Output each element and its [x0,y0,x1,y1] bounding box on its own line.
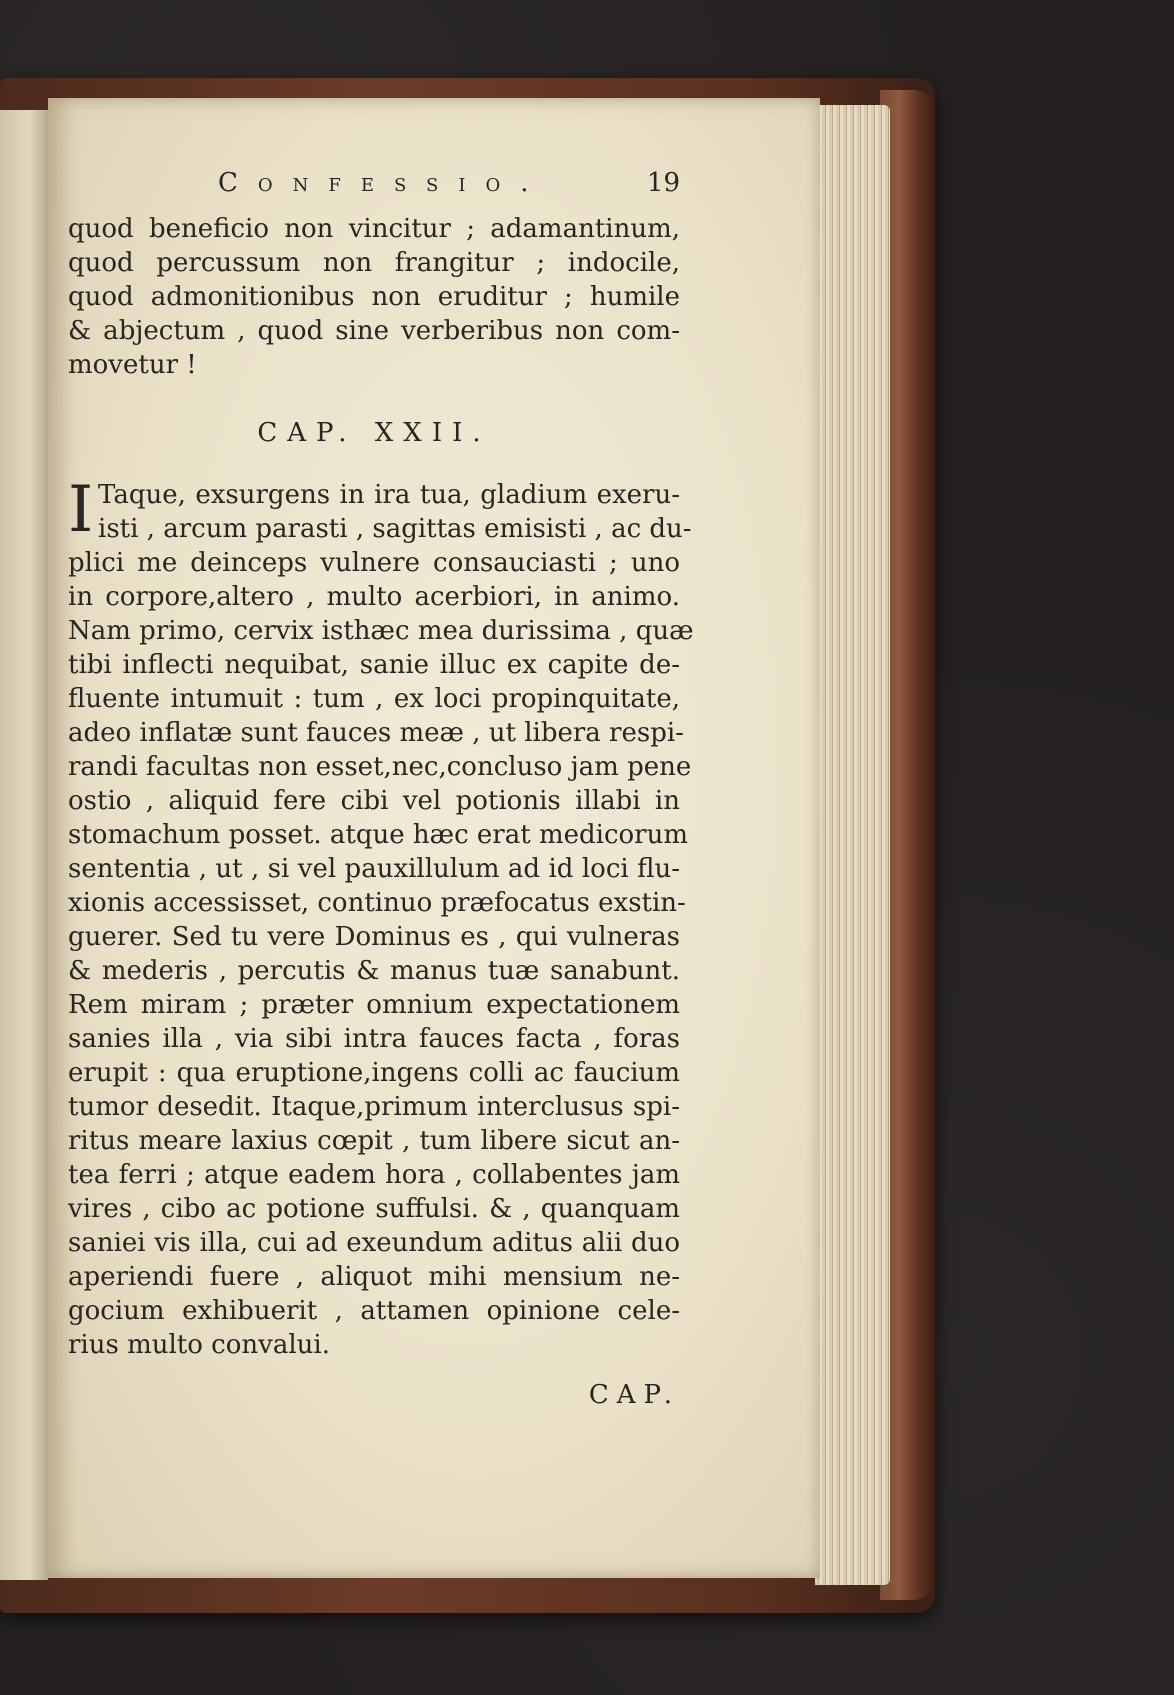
text-line: ritus meare laxius cœpit , tum libere sicut an- [68,1126,680,1156]
text-line: & mederis , percutis & manus tuæ sanabunt. [68,956,680,986]
text-line: randi facultas non esset,nec,concluso jam pene [68,752,692,782]
text-line: erupit : qua eruptione,ingens colli ac faucium [68,1058,680,1088]
text-line: movetur ! [68,350,197,380]
text-line: isti , arcum parasti , sagittas emisisti , ac du- [98,514,692,544]
text-line: quod percussum non frangitur ; indocile, [68,248,680,278]
text-line: saniei vis illa, cui ad exeundum aditus alii duo [68,1228,680,1258]
text-line: quod beneficio non vincitur ; adamantinum, [68,214,680,244]
text-line: & abjectum , quod sine verberibus non com- [68,316,680,346]
running-head-title: Confessio. [218,168,549,198]
text-line: Nam primo, cervix isthæc mea durissima , quæ [68,616,694,646]
running-head [218,168,680,204]
page-fore-edge [815,105,890,1585]
text-line: quod admonitionibus non eruditur ; humile [68,282,680,312]
page-number: 19 [646,168,680,198]
facing-page [0,110,48,1580]
catchword: CAP. [588,1380,680,1410]
text-line: adeo inflatæ sunt fauces meæ , ut libera respi- [68,718,684,748]
text-line: ostio , aliquid fere cibi vel potionis illabi in [68,786,680,816]
text-line: tea ferri ; atque eadem hora , collabentes jam [68,1160,680,1190]
text-line: aperiendi fuere , aliquot mihi mensium ne- [68,1262,680,1292]
text-line: fluente intumuit : tum , ex loci propinquitate, [68,684,680,714]
paragraph [68,473,694,1378]
text-line: rius multo convalui. [68,1330,330,1360]
text-line: guerer. Sed tu vere Dominus es , qui vulneras [68,922,680,952]
text-line: stomachum posset. atque hæc erat medicorum [68,820,688,850]
text-line: vires , cibo ac potione suffulsi. & , quanquam [68,1194,680,1224]
text-line: in corpore,altero , multo acerbiori, in animo. [68,582,680,612]
text-line: xionis accessisset, continuo præfocatus exstin- [68,888,686,918]
text-line: Taque, exsurgens in ira tua, gladium exeru- [98,480,680,510]
text-line: sententia , ut , si vel pauxillulum ad id loci flu- [68,854,680,884]
text-line: tibi inflecti nequibat, sanie illuc ex capite de- [68,650,680,680]
drop-cap: I [68,473,94,547]
text-line: plici me deinceps vulnere consauciasti ; uno [68,548,680,578]
text-line: gocium exhibuerit , attamen opinione cele- [68,1296,680,1326]
text-line: tumor desedit. Itaque,primum interclusus spi- [68,1092,680,1122]
text-line: Rem miram ; præter omnium expectationem [68,990,680,1020]
text-line: sanies illa , via sibi intra fauces facta , foras [68,1024,680,1054]
chapter-heading: CAP. XXII. [257,418,491,448]
